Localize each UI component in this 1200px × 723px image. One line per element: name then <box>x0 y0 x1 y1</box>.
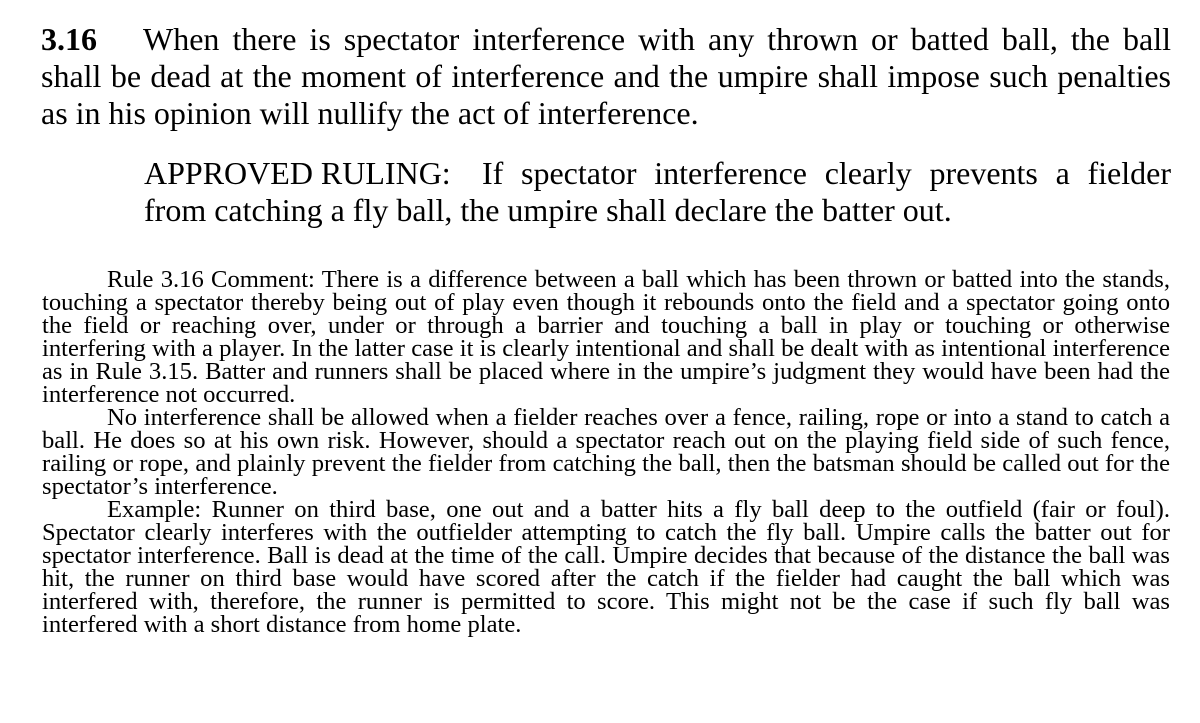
approved-ruling-text: If spectator interference clearly prevents a fielder from catching a fly ball, the umpire shall declare the batter out. <box>144 155 1171 228</box>
approved-ruling-label: APPROVED RULING: <box>144 155 451 191</box>
rule-comment <box>42 268 1170 636</box>
comment-paragraph-2: No interference shall be allowed when a fielder reaches over a fence, railing, rope or into a stand to catch a ball. He does so at his own risk. However, should a spectator reach out on the playing field side of such fence, railing or rope, and plainly prevent the fielder from catching the ball, then the batsman should be called out for the spectator’s interference. <box>42 404 1170 500</box>
rule-number: 3.16 <box>41 21 97 57</box>
rule-text: When there is spectator interference with any thrown or batted ball, the ball shall be dead at the moment of interference and the umpire shall impose such penalties as in his opinion will nullify the act of interference. <box>41 21 1171 131</box>
comment-paragraph-3: Example: Runner on third base, one out and a batter hits a fly ball deep to the outfield (fair or foul). Spectator clearly interferes with the outfielder attempting to catch the fly ball. Umpire calls the batter out for spectator interference. Ball is dead at the time of the call. Umpire decides that because of the distance the ball was hit, the runner on third base would have scored after the catch if the fielder had caught the ball which was interfered with, therefore, the runner is permitted to score. This might not be the case if such fly ball was interfered with a short distance from home plate. <box>42 496 1170 638</box>
approved-ruling-paragraph <box>144 155 1171 229</box>
rule-paragraph <box>41 21 1171 132</box>
comment-paragraph-1: Rule 3.16 Comment: There is a difference between a ball which has been thrown or batted into the stands, touching a spectator thereby being out of play even though it rebounds onto the field and a spectator going onto the field or reaching over, under or through a barrier and touching a ball in play or touching or otherwise interfering with a player. In the latter case it is clearly intentional and shall be dealt with as intentional interference as in Rule 3.15. Batter and runners shall be placed where in the umpire’s judgment they would have been had the interference not occurred. <box>42 266 1170 408</box>
